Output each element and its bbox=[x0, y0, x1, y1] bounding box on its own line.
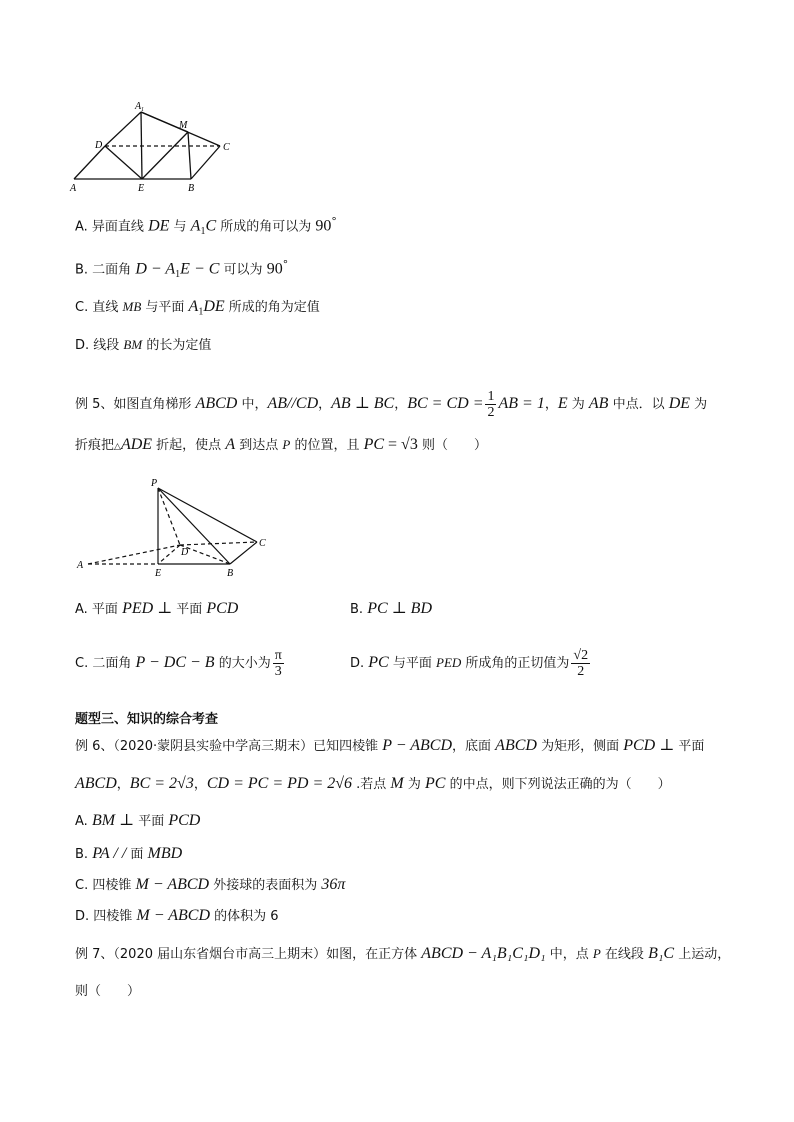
option-c: C. 直线 MB 与平面 $A_1DE$ 所成的角为定值 bbox=[75, 298, 320, 318]
figure-pyramid bbox=[72, 474, 282, 582]
label-a: A bbox=[70, 183, 77, 194]
fraction-root2-2: $\frac{√2}{2}$ bbox=[573, 648, 589, 679]
ex6-option-c: C. 四棱锥 M − ABCD 外接球的表面积为 36π bbox=[75, 876, 346, 893]
ex6-option-d: D. 四棱锥 M − ABCD 的体积为 6 bbox=[75, 907, 279, 924]
ex6-option-a: A. BM ⊥ 平面 PCD bbox=[75, 812, 201, 829]
example6-line1: 例 6、（2020·蒙阴县实验中学高三期末）已知四棱锥 P − ABCD，底面 ABCD 为矩形，侧面 PCD ⊥ 平面 bbox=[75, 737, 705, 754]
label-p: P bbox=[151, 478, 158, 489]
ex5-option-d: D. PC 与平面 PED 所成角的正切值为 $\frac{√2}{2}$ bbox=[350, 648, 589, 679]
label-e: E bbox=[138, 183, 145, 194]
label-a1: A bbox=[135, 101, 142, 112]
label-d2: D bbox=[181, 547, 189, 558]
example5-line2: 折痕把△ADE 折起，使点 A 到达点 P 的位置，且 PC = √3 则（ ） bbox=[75, 436, 487, 453]
label-e2: E bbox=[155, 568, 162, 579]
example5-line1: 例 5、如图直角梯形 ABCD 中，AB//CD，AB ⊥ BC，BC = CD = $\frac{1}{2}$ AB = 1，E 为 AB 中点．以 DE 为 bbox=[75, 389, 708, 420]
label-b2: B bbox=[227, 568, 234, 579]
ex6-option-b: B. PA / / 面 MBD bbox=[75, 845, 183, 862]
label-c2: C bbox=[259, 538, 266, 549]
ex5-option-a: A. 平面 PED ⊥ 平面 PCD bbox=[75, 600, 239, 617]
label-a2: A bbox=[77, 560, 84, 571]
figure-prism bbox=[68, 98, 243, 194]
fraction-pi-3: $\frac{\pi}{3}$ bbox=[274, 648, 282, 679]
section3-title: 题型三、知识的综合考查 bbox=[75, 712, 219, 727]
label-c: C bbox=[223, 142, 230, 153]
option-a: A. 异面直线 DE 与 $A_1C$ 所成的角可以为 90° bbox=[75, 215, 337, 237]
option-d: D. 线段 BM 的长为定值 bbox=[75, 337, 212, 353]
label-m: M bbox=[179, 120, 188, 131]
option-b: B. 二面角 $D - A_1E - C$ 可以为 90° bbox=[75, 258, 289, 280]
ex5-option-c: C. 二面角 P − DC − B 的大小为 $\frac{\pi}{3}$ bbox=[75, 648, 282, 679]
example6-line2: ABCD，BC = 2√3，CD = PC = PD = 2√6 .若点 M 为 PC 的中点，则下列说法正确的为（ ） bbox=[75, 775, 671, 792]
label-d: D bbox=[95, 140, 103, 151]
ex5-option-b: B. PC ⊥ BD bbox=[350, 600, 433, 617]
example7-line2: 则（ ） bbox=[75, 984, 141, 999]
example7-line1: 例 7、（2020 届山东省烟台市高三上期末）如图，在正方体 ABCD − A₁B₁C₁D₁ 中，点 P 在线段 B₁C 上运动， bbox=[75, 945, 731, 962]
fraction-half: $\frac{1}{2}$ bbox=[487, 389, 495, 420]
label-a1-sub: 1 bbox=[141, 107, 144, 113]
label-b: B bbox=[188, 183, 195, 194]
